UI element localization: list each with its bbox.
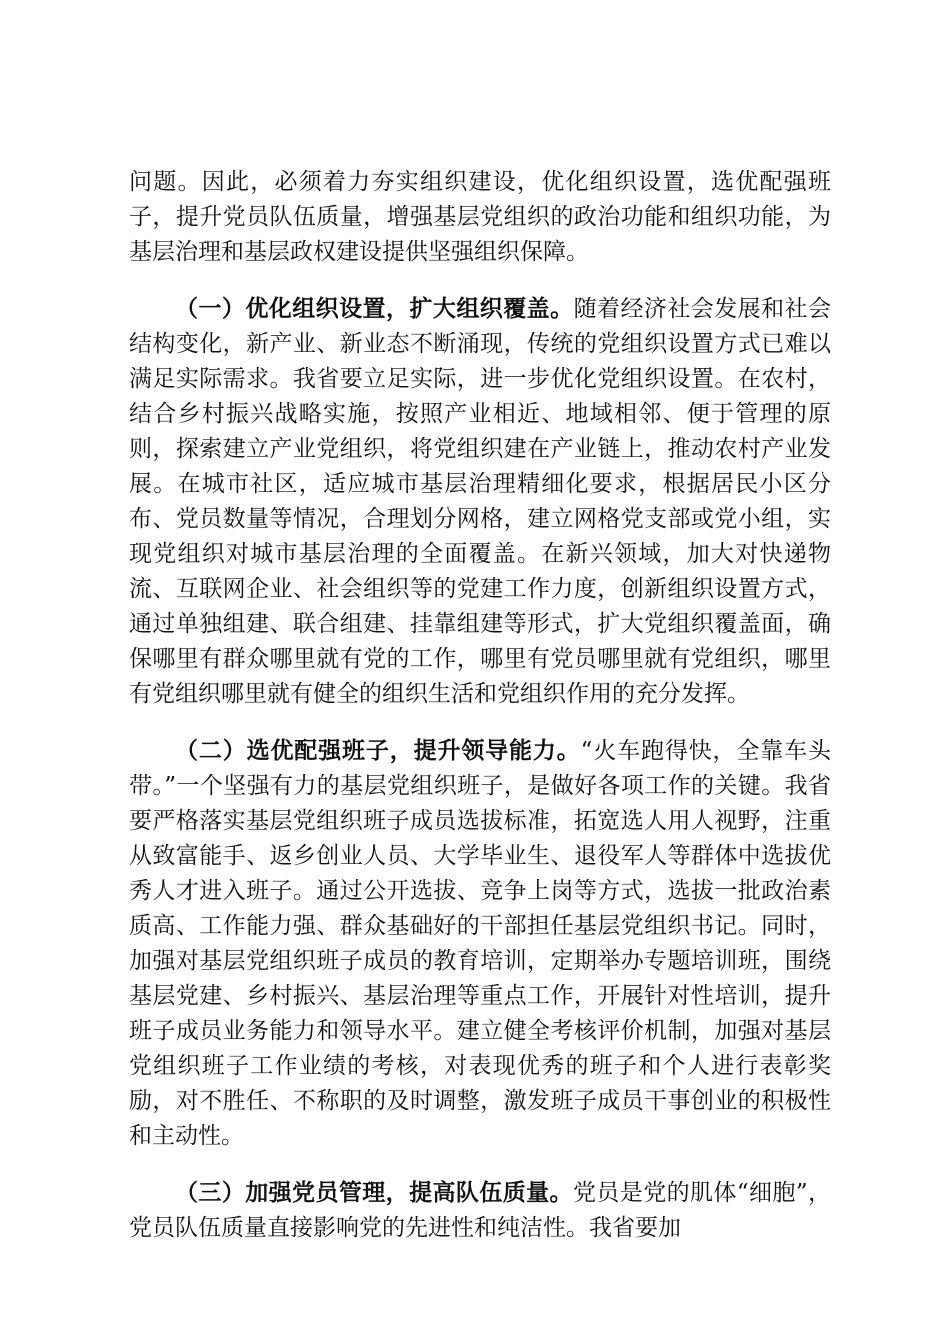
section-heading-2: （二）选优配强班子，提升领导能力。	[175, 738, 581, 764]
paragraph-intro	[129, 165, 831, 270]
paragraph-section-2	[129, 734, 831, 1154]
section-heading-3: （三）加强党员管理，提高队伍质量。	[175, 1180, 573, 1206]
paragraph-text: “火车跑得快，全靠车头带。”一个坚强有力的基层党组织班子，是做好各项工作的关键。我省要严格落实基层党组织班子成员选拔标准，拓宽选人用人视野，注重从致富能手、返乡创业人员、大学毕业生、退役军人等群体中选拔优秀人才进入班子。通过公开选拔、竞争上岗等方式，选拔一批政治素质高、工作能力强、群众基础好的干部担任基层党组织书记。同时，加强对基层党组织班子成员的教育培训，定期举办专题培训班，围绕基层党建、乡村振兴、基层治理等重点工作，开展针对性培训，提升班子成员业务能力和领导水平。建立健全考核评价机制，加强对基层党组织班子工作业绩的考核，对表现优秀的班子和个人进行表彰奖励，对不胜任、不称职的及时调整，激发班子成员干事创业的积极性和主动性。	[129, 738, 832, 1149]
document-body	[129, 165, 831, 1268]
section-heading-1: （一）优化组织设置，扩大组织覆盖。	[175, 296, 574, 322]
paragraph-section-3	[129, 1176, 831, 1246]
paragraph-text: 随着经济社会发展和社会结构变化，新产业、新业态不断涌现，传统的党组织设置方式已难以满足实际需求。我省要立足实际，进一步优化党组织设置。在农村，结合乡村振兴战略实施，按照产业相近、地域相邻、便于管理的原则，探索建立产业党组织，将党组织建在产业链上，推动农村产业发展。在城市社区，适应城市基层治理精细化要求，根据居民小区分布、党员数量等情况，合理划分网格，建立网格党支部或党小组，实现党组织对城市基层治理的全面覆盖。在新兴领域，加大对快递物流、互联网企业、社会组织等的党建工作力度，创新组织设置方式，通过单独组建、联合组建、挂靠组建等形式，扩大党组织覆盖面，确保哪里有群众哪里就有党的工作，哪里有党员哪里就有党组织，哪里有党组织哪里就有健全的组织生活和党组织作用的充分发挥。	[129, 296, 832, 707]
paragraph-text: 党员是党的肌体“细胞”，党员队伍质量直接影响党的先进性和纯洁性。我省要加	[129, 1180, 831, 1241]
paragraph-section-1	[129, 292, 831, 712]
paragraph-text: 问题。因此，必须着力夯实组织建设，优化组织设置，选优配强班子，提升党员队伍质量，增强基层党组织的政治功能和组织功能，为基层治理和基层政权建设提供坚强组织保障。	[129, 169, 831, 265]
